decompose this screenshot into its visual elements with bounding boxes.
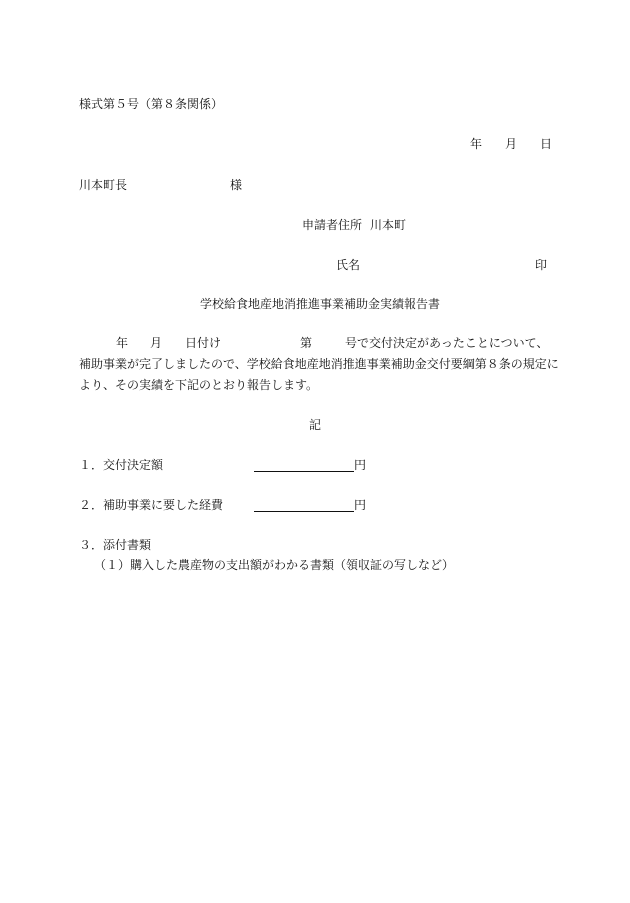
item-grant-decision-amount [254,458,366,472]
ki-heading: 記 [309,418,322,432]
body-month: 月 [150,336,163,350]
item-grant-decision-label: １．交付決定額 [79,458,164,472]
attachment-item: （１）購入した農産物の支出額がわかる書類（領収証の写しなど） [94,558,455,572]
document-title: 学校給食地産地消推進事業補助金実績報告書 [200,297,441,311]
applicant-address-label: 申請者住所 [302,218,363,232]
applicant-address-value: 川本町 [370,218,407,232]
amount-blank-line [254,498,354,512]
yen-unit: 円 [354,458,367,472]
item-attachments-label: ３．添付書類 [79,538,152,552]
applicant-name-label: 氏名 [336,258,361,272]
amount-blank-line [254,458,354,472]
body-year: 年 [116,336,129,350]
date-year: 年 [470,137,483,151]
item-expense-label: ２．補助事業に要した経費 [79,498,224,512]
body-date-suffix: 日付け [185,336,222,350]
body-line1-rest: 号で交付決定があったことについて、 [345,336,549,350]
body-line2: 補助事業が完了しましたので、学校給食地産地消推進事業補助金交付要綱第８条の規定に [79,357,559,371]
seal-mark: 印 [535,258,548,272]
item-expense-amount [254,498,366,512]
date-day: 日 [540,137,553,151]
body-line3: より、その実績を下記のとおり報告します。 [79,378,319,392]
addressee-name: 川本町長 [79,178,128,192]
addressee-honorific: 様 [230,178,243,192]
date-month: 月 [505,137,518,151]
body-dai: 第 [300,336,313,350]
form-number: 様式第５号（第８条関係） [79,97,224,111]
yen-unit: 円 [354,498,367,512]
